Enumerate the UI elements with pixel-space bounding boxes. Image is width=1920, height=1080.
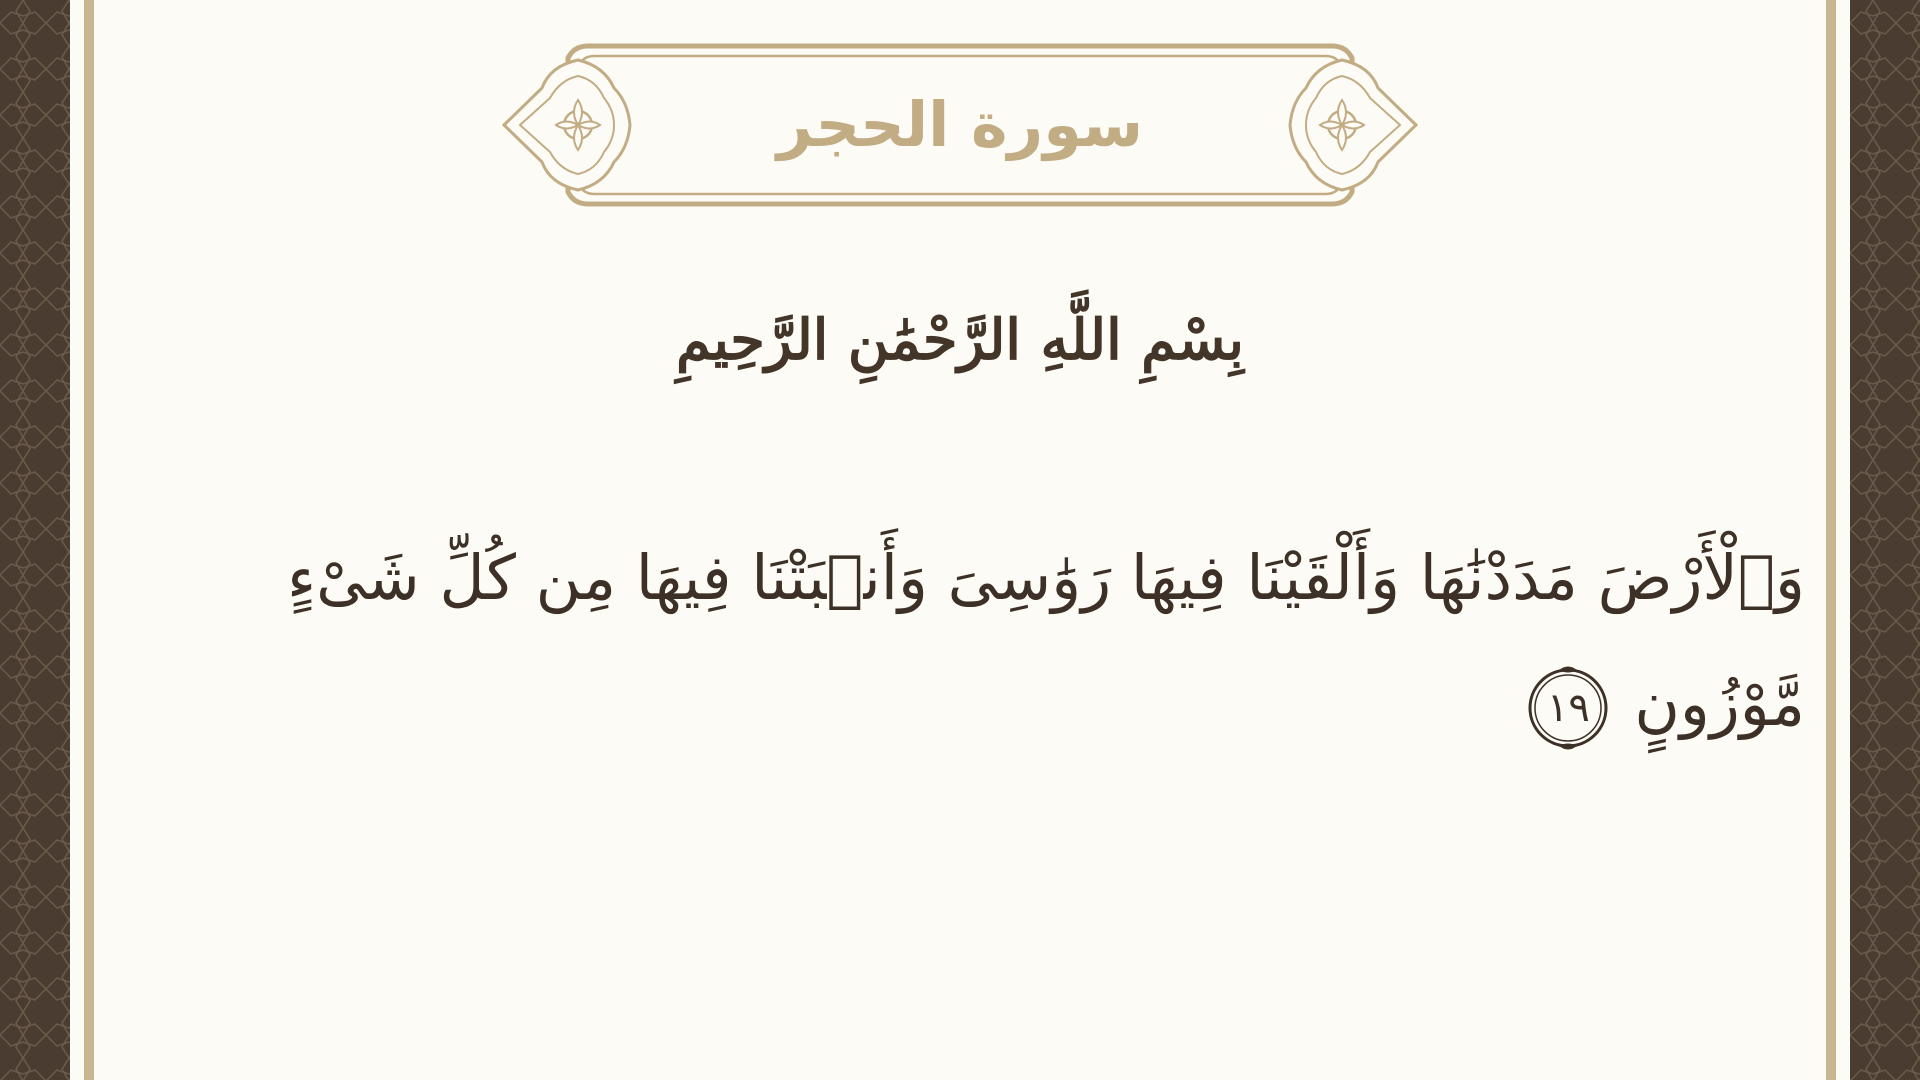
surah-header-frame	[500, 40, 1420, 230]
ayah-number-marker	[1524, 664, 1612, 752]
right-ornamental-border	[1850, 0, 1920, 1080]
verse-text	[286, 515, 1805, 767]
right-gold-rule	[1826, 0, 1836, 1080]
left-gold-rule	[84, 0, 94, 1080]
verse-line-1: وَٱلْأَرْضَ مَدَدْنَٰهَا وَأَلْقَيْنَا فِيهَا رَوَٰسِىَ وَأَنۢبَتْنَا فِيهَا مِن كُلِّ شَىْءٍ	[286, 541, 1805, 614]
surah-title: سورة الحجر	[776, 88, 1144, 161]
verse-line-2	[290, 641, 1805, 767]
verse-line-2-text: مَّوْزُونٍ	[1634, 667, 1805, 740]
ayah-number: ١٩	[1546, 684, 1590, 731]
left-ornamental-border	[0, 0, 70, 1080]
basmala: بِسْمِ اللَّهِ الرَّحْمَٰنِ الرَّحِيمِ	[676, 307, 1244, 373]
